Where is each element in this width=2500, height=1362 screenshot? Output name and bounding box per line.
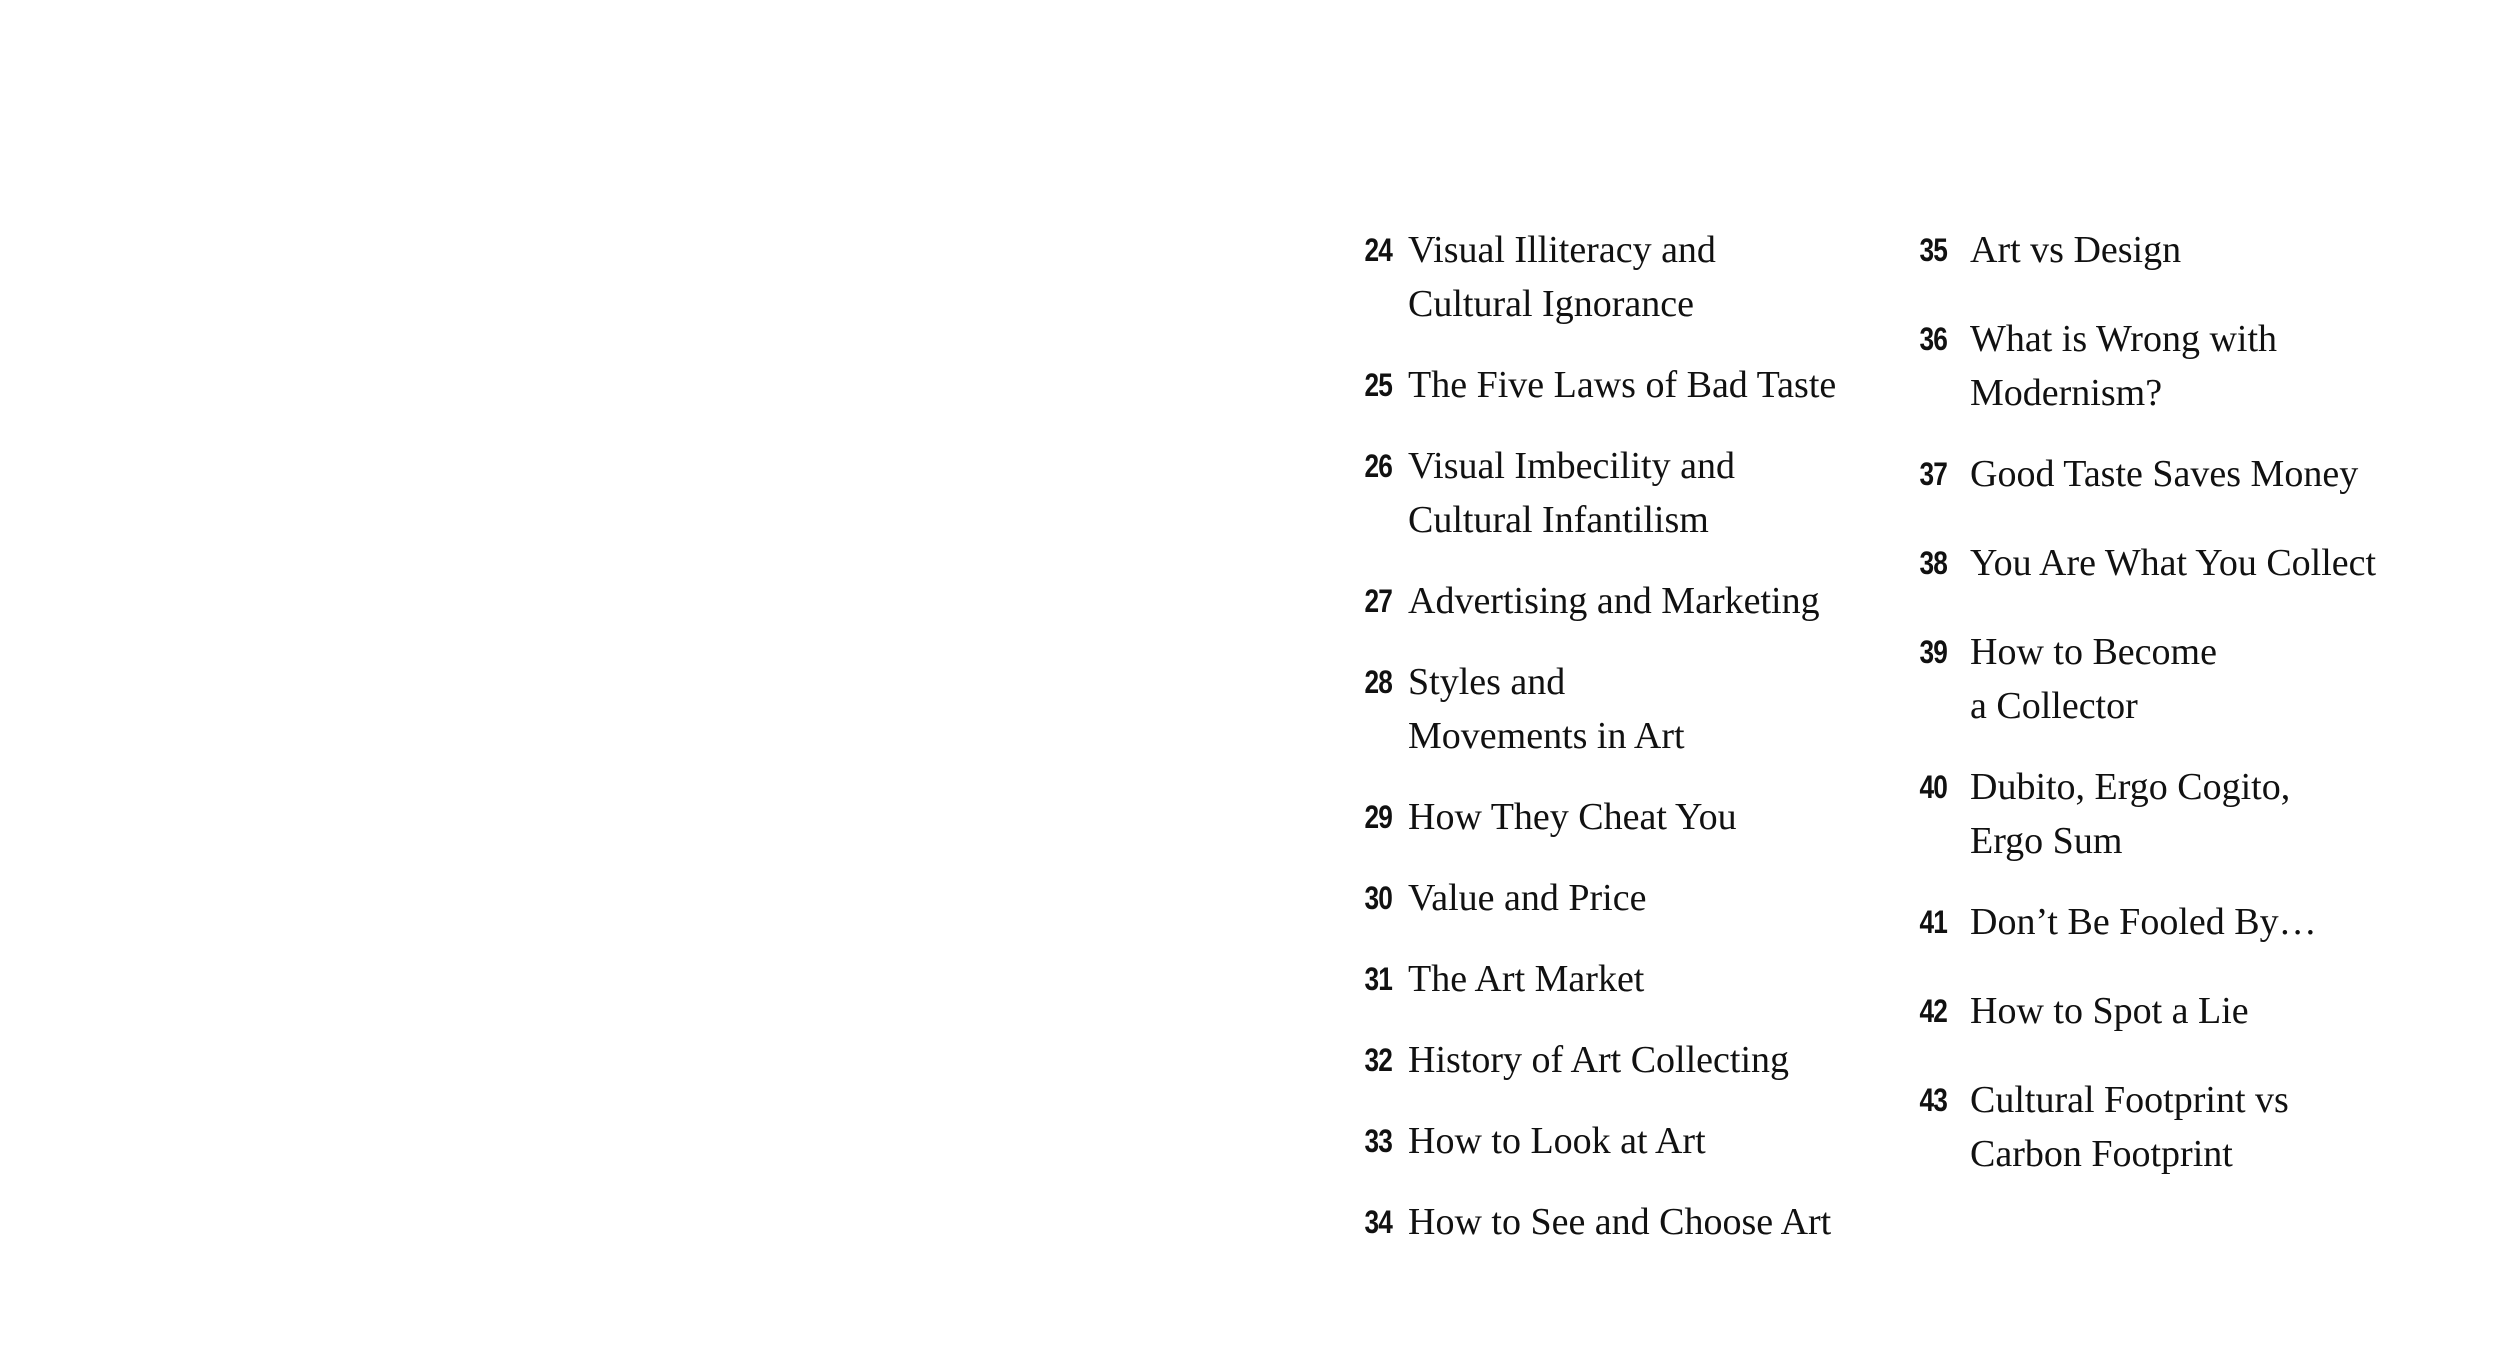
- toc-entry-number: 32: [1364, 1042, 1392, 1078]
- toc-entry-title: [1408, 1114, 1706, 1168]
- toc-entry: [1895, 447, 2475, 501]
- toc-entry-number: 41: [1919, 904, 1947, 940]
- toc-entry-title: [1970, 1073, 2289, 1181]
- toc-entry-title-line: Visual Imbecility and: [1408, 445, 1735, 487]
- toc-entry-title-line: Cultural Infantilism: [1408, 499, 1709, 541]
- toc-entry-title-line: How They Cheat You: [1408, 796, 1737, 838]
- toc-entry-title: [1408, 439, 1735, 547]
- toc-entry: [1895, 312, 2475, 420]
- toc-entry-title: [1408, 223, 1716, 331]
- toc-entry-title-line: How to See and Choose Art: [1408, 1201, 1832, 1243]
- toc-entry-title: [1408, 952, 1644, 1006]
- toc-entry-title: [1408, 1033, 1789, 1087]
- toc-entry-title-line: The Five Laws of Bad Taste: [1408, 364, 1837, 406]
- toc-entry: [1340, 1114, 1900, 1168]
- toc-entry: [1895, 895, 2475, 949]
- toc-entry: [1340, 574, 1900, 628]
- toc-entry-title: [1408, 574, 1820, 628]
- toc-entry-title-line: How to Become: [1970, 631, 2217, 673]
- toc-entry: [1895, 1073, 2475, 1181]
- toc-entry: [1895, 536, 2475, 590]
- toc-left-column: [1340, 223, 1900, 1276]
- toc-entry-title-line: You Are What You Collect: [1970, 542, 2377, 584]
- toc-entry: [1340, 223, 1900, 331]
- toc-entry: [1340, 439, 1900, 547]
- toc-entry-title: [1408, 790, 1737, 844]
- toc-entry-title-line: Cultural Ignorance: [1408, 283, 1694, 325]
- toc-entry-title: [1970, 312, 2277, 420]
- toc-entry-title: [1970, 447, 2358, 501]
- toc-entry-number: 28: [1364, 664, 1392, 700]
- toc-entry-title-line: The Art Market: [1408, 958, 1645, 1000]
- toc-entry-title-line: Modernism?: [1970, 372, 2163, 414]
- toc-entry-number: 39: [1919, 634, 1947, 670]
- toc-entry-number: 42: [1919, 993, 1947, 1029]
- toc-entry: [1895, 625, 2475, 733]
- toc-entry-title: [1970, 895, 2317, 949]
- toc-entry: [1340, 790, 1900, 844]
- toc-entry-number: 27: [1364, 583, 1392, 619]
- toc-entry-title-line: Visual Illiteracy and: [1408, 229, 1716, 271]
- toc-entry: [1340, 655, 1900, 763]
- toc-entry-title: [1408, 358, 1836, 412]
- toc-entry-title: [1408, 1195, 1831, 1249]
- toc-entry-number: 38: [1919, 545, 1947, 581]
- toc-right-column: [1895, 223, 2475, 1208]
- toc-entry-title-line: How to Look at Art: [1408, 1120, 1706, 1162]
- toc-entry-title: [1970, 223, 2181, 277]
- toc-entry: [1340, 952, 1900, 1006]
- toc-entry: [1340, 1033, 1900, 1087]
- toc-entry-number: 33: [1364, 1123, 1392, 1159]
- toc-entry-title-line: Cultural Footprint vs: [1970, 1079, 2289, 1121]
- toc-entry: [1895, 984, 2475, 1038]
- toc-entry-number: 36: [1919, 321, 1947, 357]
- toc-entry-title-line: Styles and: [1408, 661, 1566, 703]
- toc-entry: [1340, 358, 1900, 412]
- toc-entry: [1340, 1195, 1900, 1249]
- toc-entry-title-line: How to Spot a Lie: [1970, 990, 2249, 1032]
- toc-entry-title-line: Value and Price: [1408, 877, 1647, 919]
- toc-entry-number: 31: [1364, 961, 1392, 997]
- toc-entry-title-line: History of Art Collecting: [1408, 1039, 1790, 1081]
- toc-entry-number: 25: [1364, 367, 1392, 403]
- toc-entry-title-line: a Collector: [1970, 685, 2138, 727]
- toc-entry-title: [1970, 984, 2249, 1038]
- toc-entry-number: 37: [1919, 456, 1947, 492]
- toc-entry-number: 30: [1364, 880, 1392, 916]
- toc-entry-title-line: Don’t Be Fooled By…: [1970, 901, 2317, 943]
- toc-entry-title-line: Ergo Sum: [1970, 820, 2123, 862]
- toc-entry: [1340, 871, 1900, 925]
- toc-entry: [1895, 223, 2475, 277]
- toc-entry-title: [1408, 871, 1646, 925]
- toc-entry-number: 24: [1364, 232, 1392, 268]
- toc-entry-title: [1970, 760, 2290, 868]
- toc-entry-title-line: Art vs Design: [1970, 229, 2182, 271]
- toc-entry-number: 43: [1919, 1082, 1947, 1118]
- toc-entry-title: [1408, 655, 1685, 763]
- toc-entry-title-line: Advertising and Marketing: [1408, 580, 1820, 622]
- toc-entry: [1895, 760, 2475, 868]
- toc-entry-title: [1970, 536, 2376, 590]
- toc-entry-title-line: Dubito, Ergo Cogito,: [1970, 766, 2291, 808]
- toc-entry-title: [1970, 625, 2217, 733]
- toc-entry-title-line: Carbon Footprint: [1970, 1133, 2233, 1175]
- toc-entry-number: 26: [1364, 448, 1392, 484]
- toc-entry-title-line: What is Wrong with: [1970, 318, 2278, 360]
- toc-entry-number: 35: [1919, 232, 1947, 268]
- toc-entry-number: 29: [1364, 799, 1392, 835]
- toc-entry-number: 34: [1364, 1204, 1392, 1240]
- toc-entry-number: 40: [1919, 769, 1947, 805]
- toc-entry-title-line: Movements in Art: [1408, 715, 1685, 757]
- toc-entry-title-line: Good Taste Saves Money: [1970, 453, 2359, 495]
